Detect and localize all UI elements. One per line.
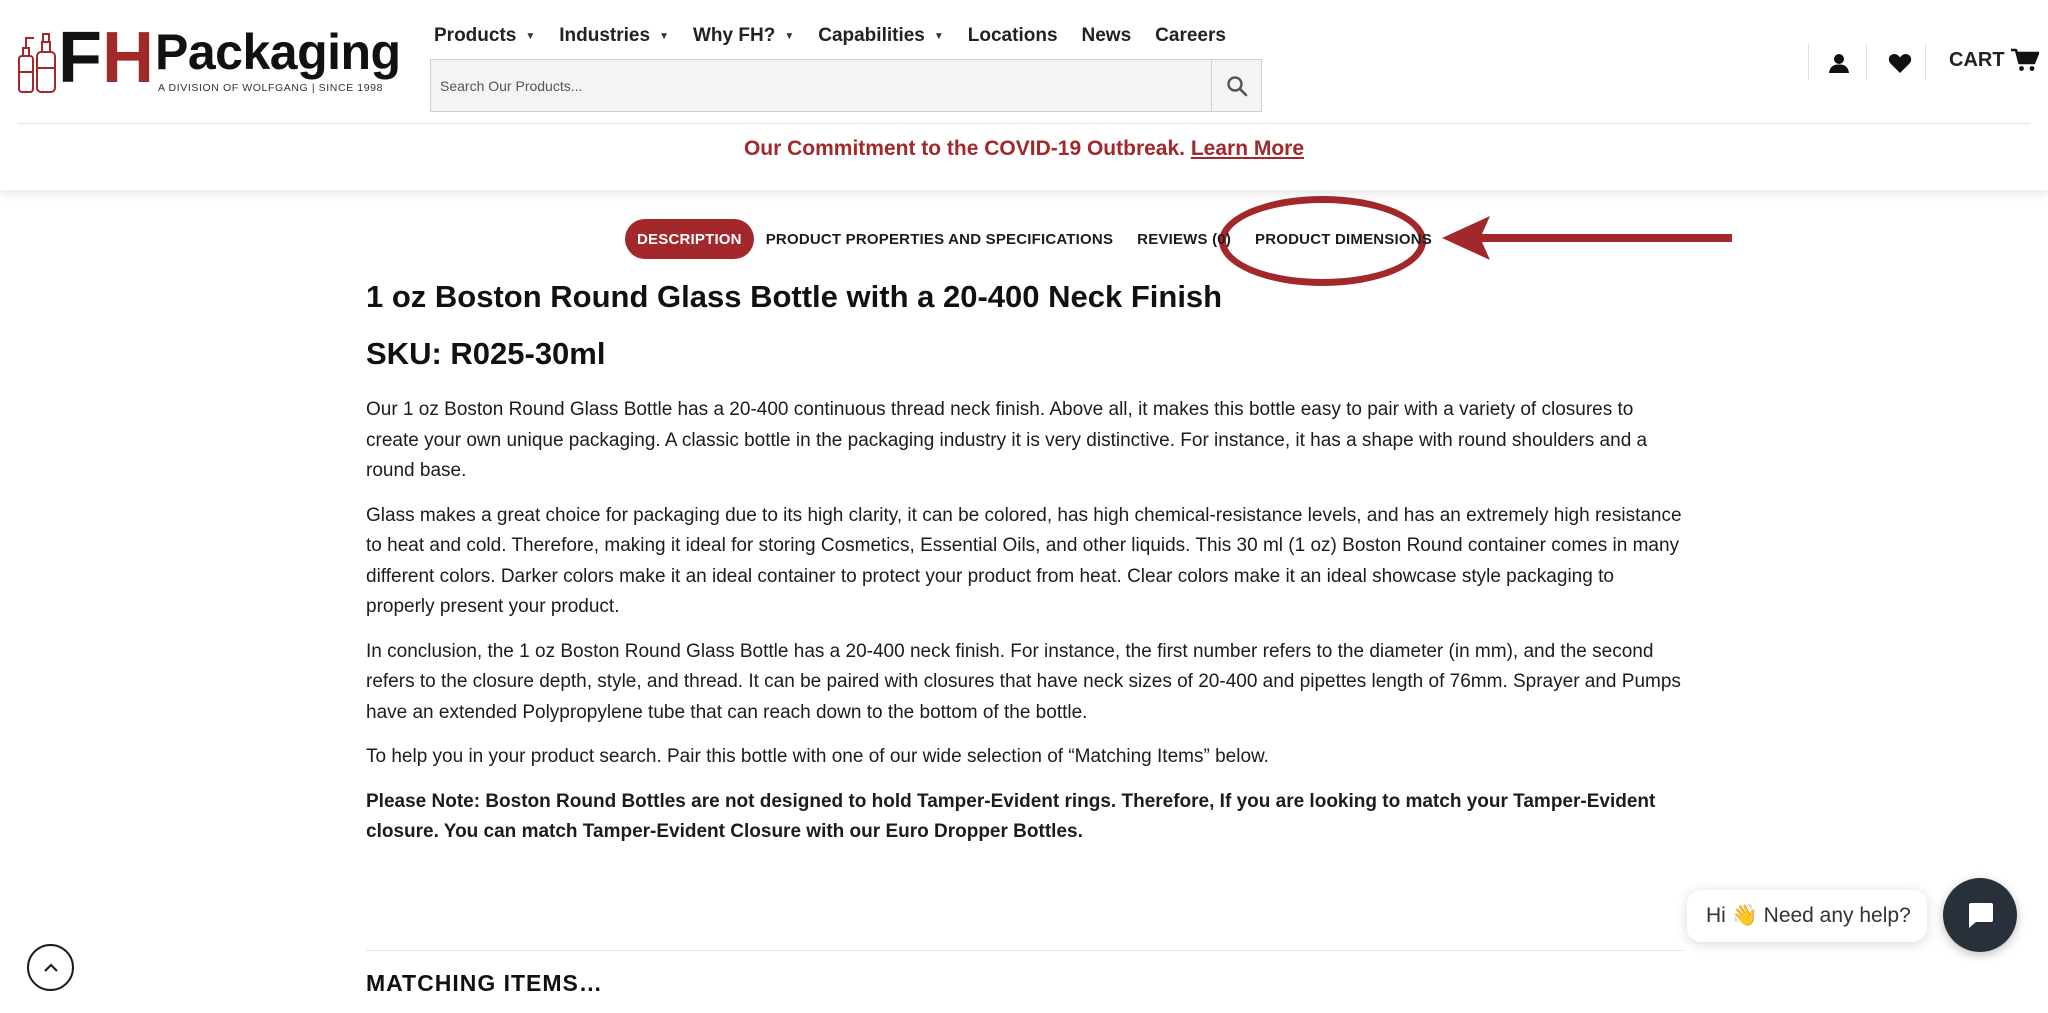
logo-letter-h: H [102,18,152,98]
nav-item-label: Capabilities [818,25,925,46]
announcement-text: Our Commitment to the COVID-19 Outbreak. [743,137,1185,160]
section-divider [366,950,1684,951]
product-description [366,276,1684,848]
nav-item-capabilities[interactable] [818,25,944,47]
tab-product-properties[interactable]: PRODUCT PROPERTIES AND SPECIFICATIONS [765,230,1114,248]
tab-product-dimensions[interactable]: PRODUCT DIMENSIONS [1255,230,1432,248]
chevron-up-icon [43,962,59,974]
logo-wordmark: Packaging [155,24,401,80]
cart-button[interactable] [1949,48,2039,72]
scroll-to-top-button[interactable] [27,944,74,991]
description-paragraph: In conclusion, the 1 oz Boston Round Glass Bottle has a 20-400 neck finish. For instance, the first number refers to the diameter (in mm), and the second refers to the closure depth, style, and thread. It can be paired with closures that have neck sizes of 20-400 and pipettes length of 76mm. Sprayer and Pumps have an extended Polypropylene tube that can reach down to the bottom of the bottle. [366,640,1681,723]
search-bar [430,59,1262,112]
description-paragraph: To help you in your product search. Pair this bottle with one of our wide selection of “Matching Items” below. [366,746,1269,767]
product-sku: SKU: R025-30ml [366,336,606,371]
chat-button[interactable] [1943,878,2017,952]
wishlist-button[interactable] [1887,50,1913,76]
tab-reviews[interactable]: REVIEWS (0) [1137,230,1232,248]
caret-down-icon: ▼ [659,30,669,42]
cart-label: CART [1949,48,2005,71]
search-input[interactable] [431,60,1211,111]
nav-item-label: Industries [559,25,651,46]
logo[interactable] [16,18,401,98]
annotation-arrow-icon [1442,212,1732,264]
cart-icon [2011,48,2039,72]
header-divider [1925,44,1926,80]
account-button[interactable] [1826,50,1852,76]
chat-icon [1964,899,1996,931]
description-paragraph: Our 1 oz Boston Round Glass Bottle has a 20-400 continuous thread neck finish. Above all, it makes this bottle easy to pair with a variety of closures to create your own unique packaging. A classic bottle in the packaging industry it is very distinctive. For instance, it has a shape with round shoulders and a round base. [366,399,1648,481]
site-header [0,0,2048,190]
nav-item-label: Why FH? [692,25,776,46]
nav-item-news[interactable] [1082,25,1132,47]
nav-item-products[interactable] [434,25,535,47]
tab-description[interactable]: DESCRIPTION [625,219,754,259]
user-icon [1828,52,1850,74]
search-button[interactable] [1211,60,1261,111]
bottles-logo-icon [16,32,60,94]
logo-letter-f: F [58,18,100,98]
product-title: 1 oz Boston Round Glass Bottle with a 20-400 Neck Finish [366,279,1223,314]
product-note: Please Note: Boston Round Bottles are not designed to hold Tamper-Evident rings. Therefore, If you are looking to match your Tamper-Evident closure. You can match Tamper-Evident Closure with our Euro Dropper Bottles. [366,790,1656,842]
header-separator [18,123,2030,124]
learn-more-link[interactable]: Learn More [1190,137,1305,160]
nav-item-label: Locations [967,25,1058,46]
heart-icon [1888,52,1912,74]
nav-item-locations[interactable] [968,25,1058,47]
product-tabs [625,219,1444,259]
description-paragraph: Glass makes a great choice for packaging due to its high clarity, it can be colored, has high chemical-resistance levels, and has an extremely high resistance to heat and cold. Therefore, making it ideal for storing Cosmetics, Essential Oils, and other liquids. This 30 ml (1 oz) Boston Round container comes in many different colors. Darker colors make it an ideal container to protect your product from heat. Clear colors make it an ideal showcase style packaging to properly present your product. [366,504,1682,617]
nav-item-why-fh[interactable] [693,25,794,47]
nav-item-label: Products [434,25,517,46]
caret-down-icon: ▼ [784,30,795,42]
header-divider [1866,44,1867,80]
logo-tagline: A DIVISION OF WOLFGANG | SINCE 1998 [158,82,384,94]
search-icon [1226,75,1248,97]
main-nav [434,20,1250,52]
caret-down-icon: ▼ [525,30,536,42]
header-divider [1808,44,1809,80]
caret-down-icon: ▼ [933,30,944,42]
chat-greeting[interactable]: Hi 👋 Need any help? [1687,890,1927,942]
matching-items-heading: MATCHING ITEMS… [366,970,603,996]
nav-item-careers[interactable] [1155,25,1226,47]
nav-item-label: News [1081,25,1132,46]
covid-announcement [0,137,2048,161]
nav-item-label: Careers [1155,25,1226,46]
nav-item-industries[interactable] [559,25,669,47]
